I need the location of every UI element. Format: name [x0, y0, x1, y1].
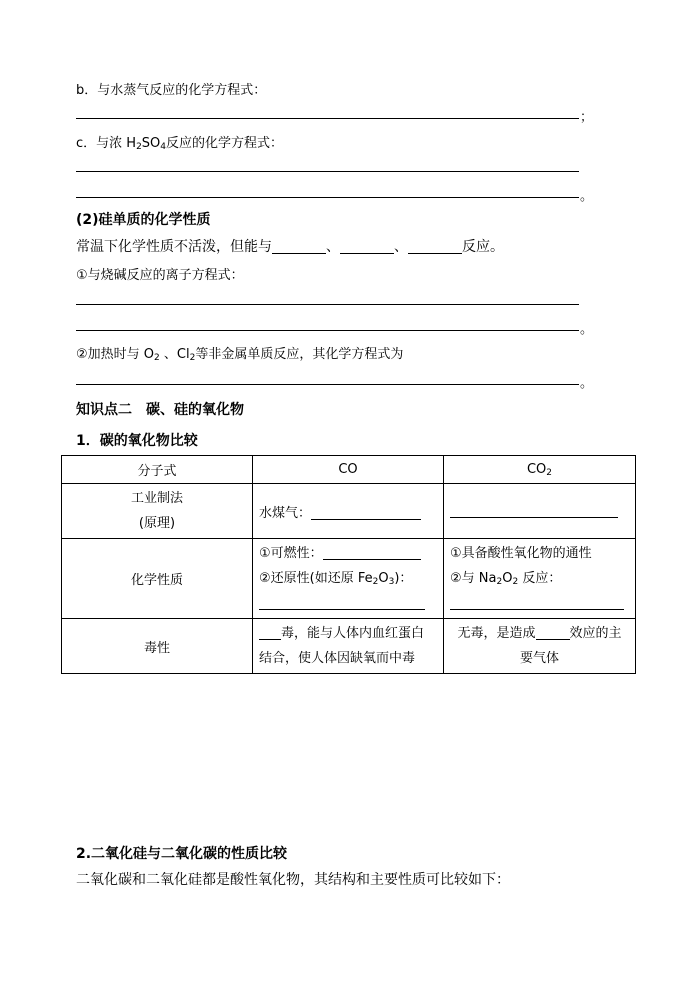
blank-field[interactable]	[259, 625, 281, 640]
answer-line[interactable]	[76, 330, 579, 331]
co2-toxicity-cell: 无毒，是造成 效应的主 要气体	[444, 619, 636, 674]
period: 。	[580, 189, 594, 204]
co2-chemical-cell: ①具备酸性氧化物的通性 ②与 $Na_2O_2$ 反应：	[444, 539, 636, 619]
table-row	[62, 484, 636, 539]
co-industrial-cell: 水煤气：	[253, 484, 444, 539]
section-2-text: 二氧化碳和二氧化硅都是酸性氧化物，其结构和主要性质可比较如下：	[76, 872, 510, 888]
section-heading-si-chem: (2)硅单质的化学性质	[76, 212, 211, 228]
row-label-chemical: 化学性质	[62, 539, 253, 619]
header-co2: $CO_2$	[444, 456, 636, 484]
blank-field[interactable]	[272, 239, 326, 254]
blank-field[interactable]	[259, 595, 425, 610]
table-row	[62, 619, 636, 674]
subsection-1-title: 1．碳的氧化物比较	[76, 433, 198, 449]
answer-line[interactable]	[76, 171, 579, 172]
si-reactivity-line: 常温下化学性质不活泼，但能与 、 、 反应。	[76, 239, 504, 255]
answer-line[interactable]	[76, 384, 579, 385]
section-2-title: 2.二氧化硅与二氧化碳的性质比较	[76, 846, 288, 862]
question-2-label: ②加热时与 $O_2$ 、$Cl_2$等非金属单质反应，其化学方程式为	[76, 347, 404, 363]
table-row	[62, 456, 636, 484]
header-co: CO	[253, 456, 444, 484]
table-row	[62, 539, 636, 619]
blank-field[interactable]	[340, 239, 394, 254]
period: 。	[580, 322, 594, 337]
co-toxicity-cell: 毒，能与人体内血红蛋白 结合，使人体因缺氧而中毒	[253, 619, 444, 674]
blank-field[interactable]	[311, 505, 421, 520]
blank-field[interactable]	[450, 595, 624, 610]
question-b-label: b．与水蒸气反应的化学方程式：	[76, 83, 267, 98]
period: 。	[580, 376, 594, 391]
co2-industrial-cell	[444, 484, 636, 539]
semicolon: ；	[580, 110, 594, 125]
blank-field[interactable]	[450, 503, 618, 518]
blank-field[interactable]	[536, 625, 570, 640]
knowledge-point-2-title: 知识点二 碳、硅的氧化物	[76, 402, 244, 418]
blank-field[interactable]	[323, 545, 421, 560]
row-label-toxicity: 毒性	[62, 619, 253, 674]
answer-line[interactable]	[76, 197, 579, 198]
row-label-industrial: 工业制法 (原理)	[62, 484, 253, 539]
blank-field[interactable]	[408, 239, 462, 254]
question-1-label: ①与烧碱反应的离子方程式：	[76, 268, 244, 283]
header-formula: 分子式	[62, 456, 253, 484]
answer-line[interactable]	[76, 304, 579, 305]
answer-line[interactable]	[76, 118, 579, 119]
carbon-oxides-table	[61, 455, 636, 674]
co-chemical-cell: ①可燃性： ②还原性(如还原 $Fe_2O_3$)：	[253, 539, 444, 619]
question-c-label: c．与浓 $H_2SO_4$反应的化学方程式：	[76, 136, 284, 152]
